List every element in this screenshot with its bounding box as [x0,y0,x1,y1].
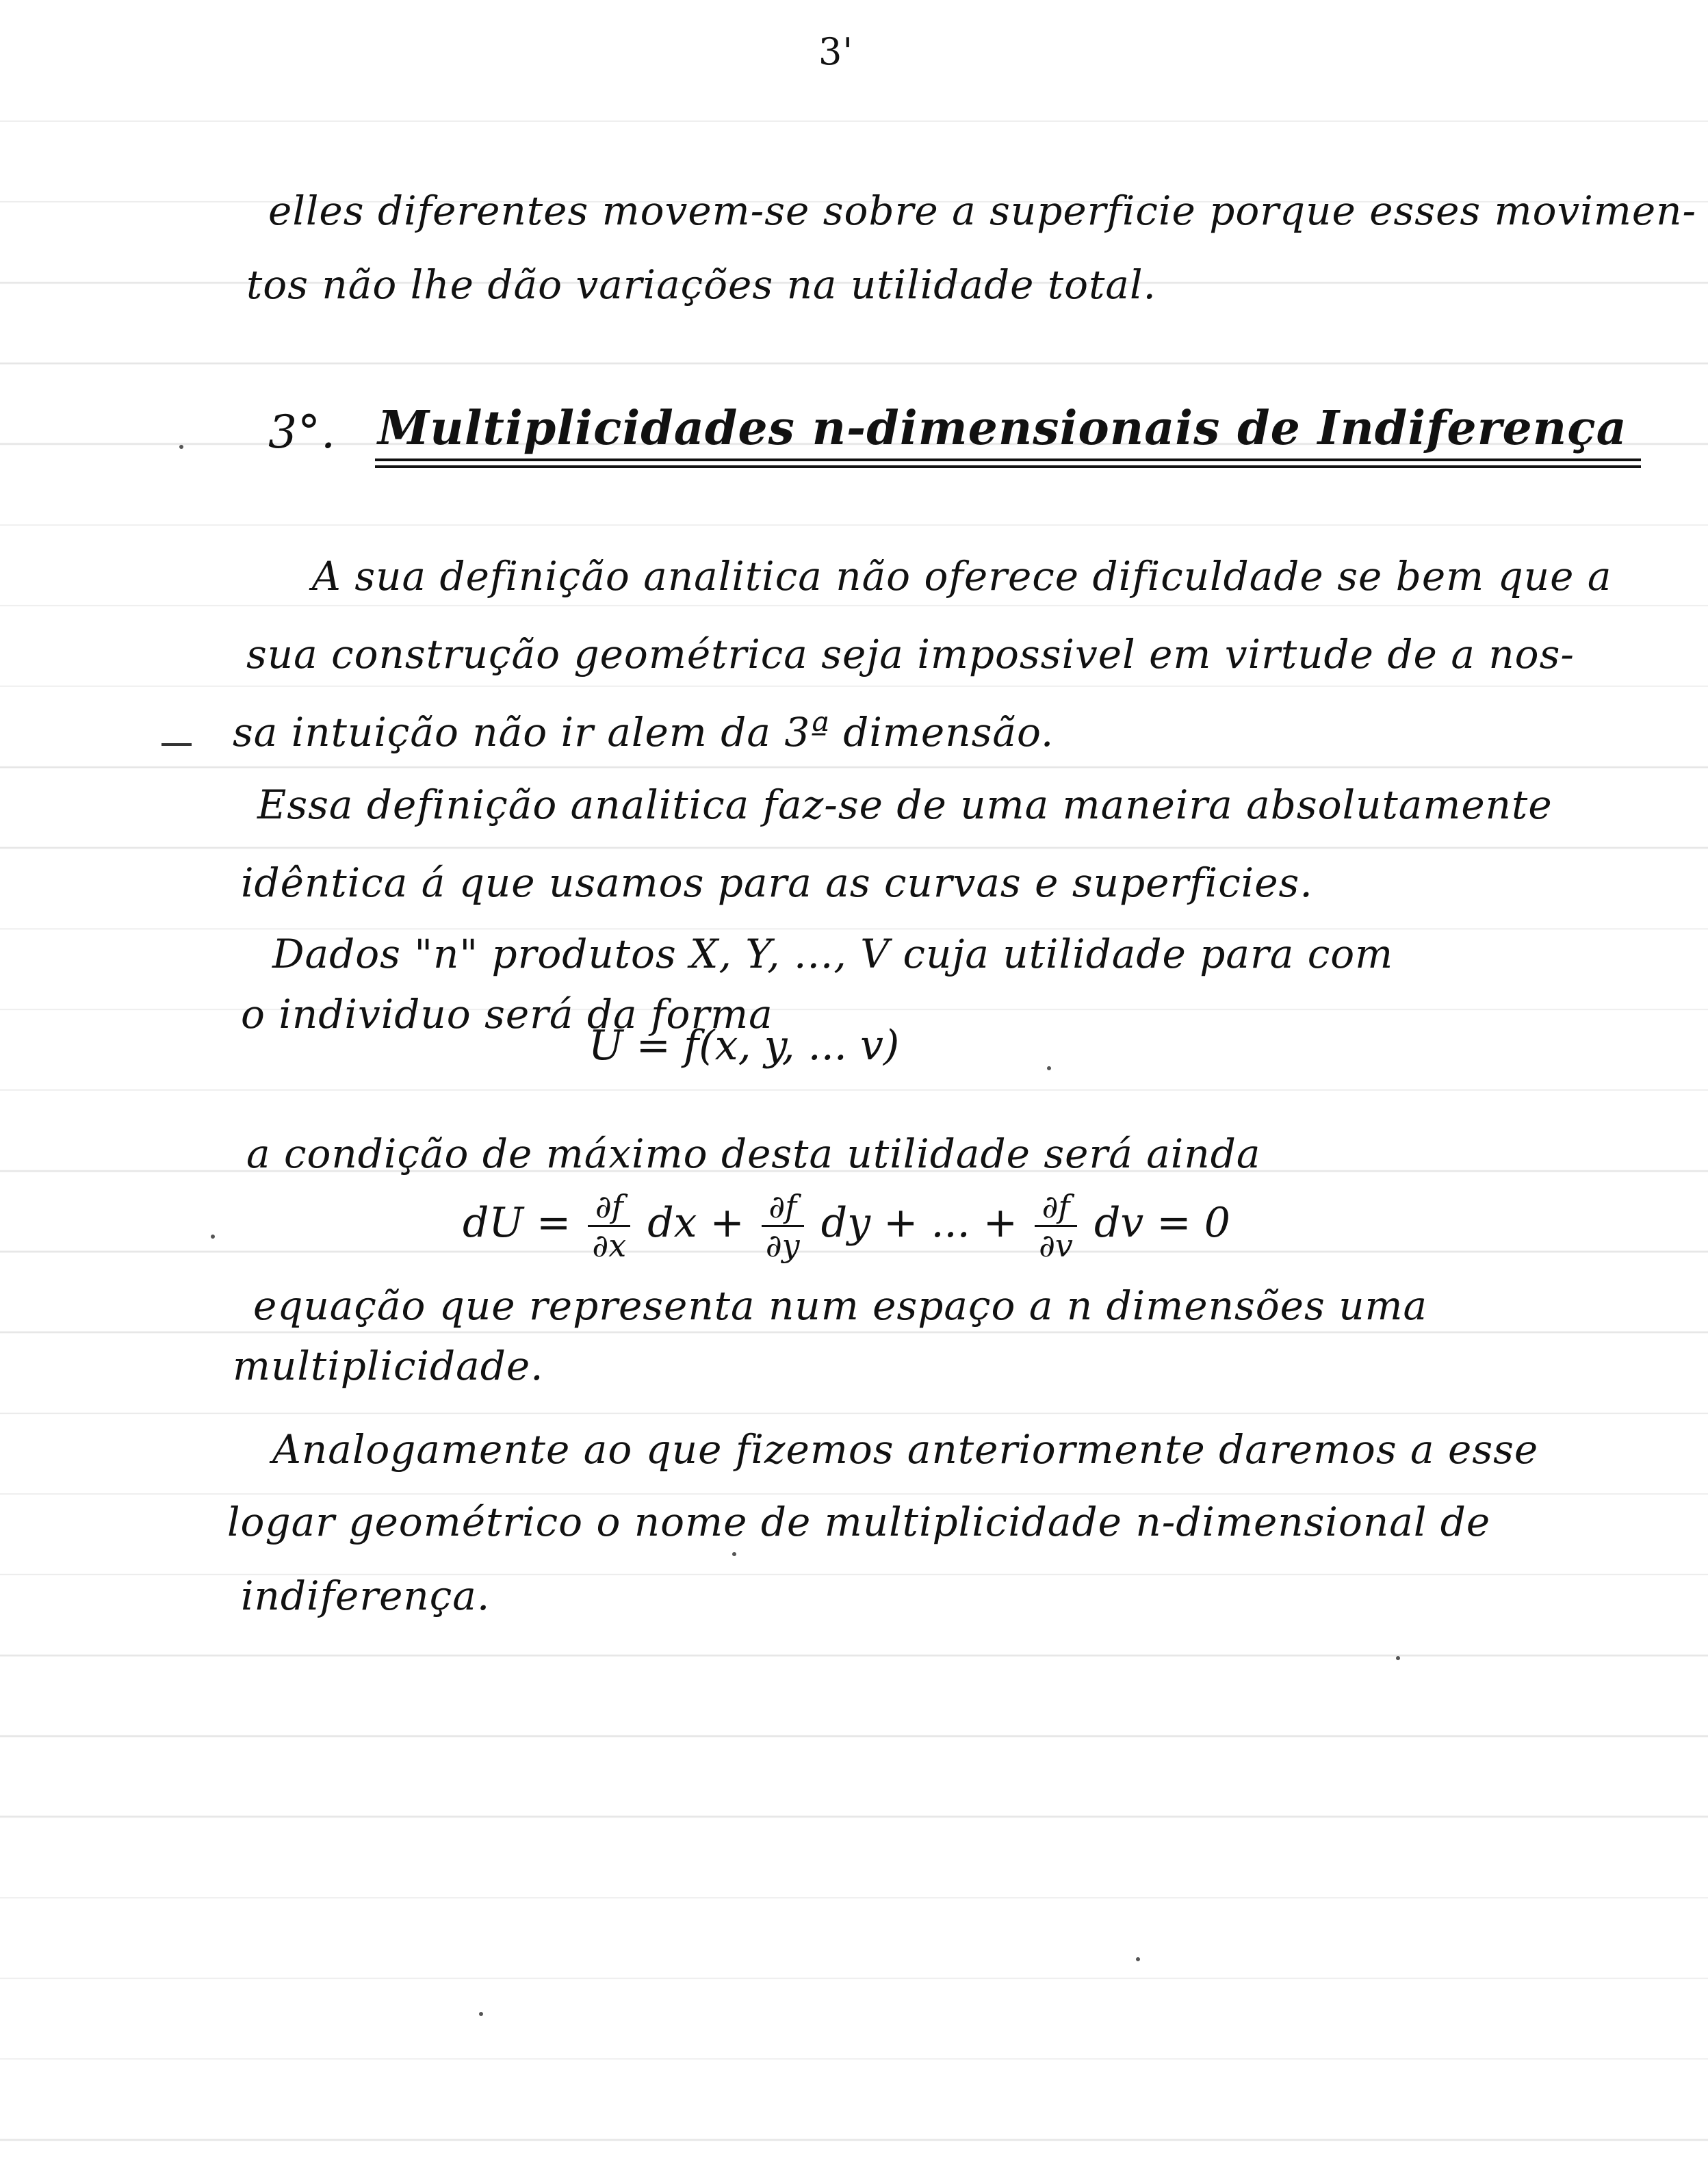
text-line: o individuo será da forma [241,991,773,1037]
section-number: 3°. [268,406,336,458]
formula-lhs: dU = [463,1199,571,1248]
formula-term: dy + ... + [820,1199,1018,1248]
scan-speck [1136,1957,1140,1961]
scan-speck [732,1552,736,1556]
scan-speck [1047,1066,1051,1070]
scan-speck [179,445,183,449]
utility-formula: U = f(x, y, ... v) [588,1022,900,1070]
text-line: idêntica á que usamos para as curvas e superficies. [241,860,1313,906]
formula-term: dx + [647,1199,745,1248]
text-line: sua construção geométrica seja impossivel em virtude de a nos- [246,631,1575,677]
partial-fraction-y [762,1188,804,1264]
text-line: A sua definição analitica não oferece dificuldade se bem que a [312,553,1612,599]
text-line: Essa definição analitica faz-se de uma maneira absolutamente [257,782,1553,828]
section-title: Multiplicidades n-dimensionais de Indiferença [378,401,1627,456]
text-line: equação que representa num espaço a n dimensões uma [253,1282,1428,1329]
text-line: sa intuição não ir alem da 3ª dimensão. [233,709,1054,755]
text-line: tos não lhe dão variações na utilidade total. [246,261,1156,308]
text-line: Dados "n" produtos X, Y, ..., V cuja utilidade para com [272,931,1394,977]
text-line: Analogamente ao que fizemos anteriormente daremos a esse [272,1426,1539,1473]
text-line: a condição de máximo desta utilidade será ainda [246,1131,1261,1177]
partial-fraction-x [588,1188,630,1264]
fraction-numerator: ∂f [762,1188,804,1227]
scan-speck [1396,1656,1400,1660]
margin-dash-mark [161,743,192,746]
scan-speck [479,2012,483,2016]
text-line: elles diferentes movem-se sobre a superficie porque esses movimen- [268,188,1697,234]
title-underline [375,458,1641,461]
fraction-denominator: ∂v [1039,1227,1073,1264]
text-line: multiplicidade. [233,1343,544,1389]
partial-fraction-v [1035,1188,1077,1264]
formula-term: dv = 0 [1094,1199,1230,1248]
fraction-numerator: ∂f [588,1188,630,1227]
text-line: logar geométrico o nome de multiplicidade n-dimensional de [227,1499,1491,1545]
page-number: 3' [818,30,854,73]
text-line: indiferença. [241,1573,491,1619]
title-underline-second [375,465,1641,468]
fraction-numerator: ∂f [1035,1188,1077,1227]
fraction-denominator: ∂x [592,1227,627,1264]
differential-formula [463,1188,1230,1264]
scan-speck [211,1235,215,1239]
fraction-denominator: ∂y [765,1227,800,1264]
